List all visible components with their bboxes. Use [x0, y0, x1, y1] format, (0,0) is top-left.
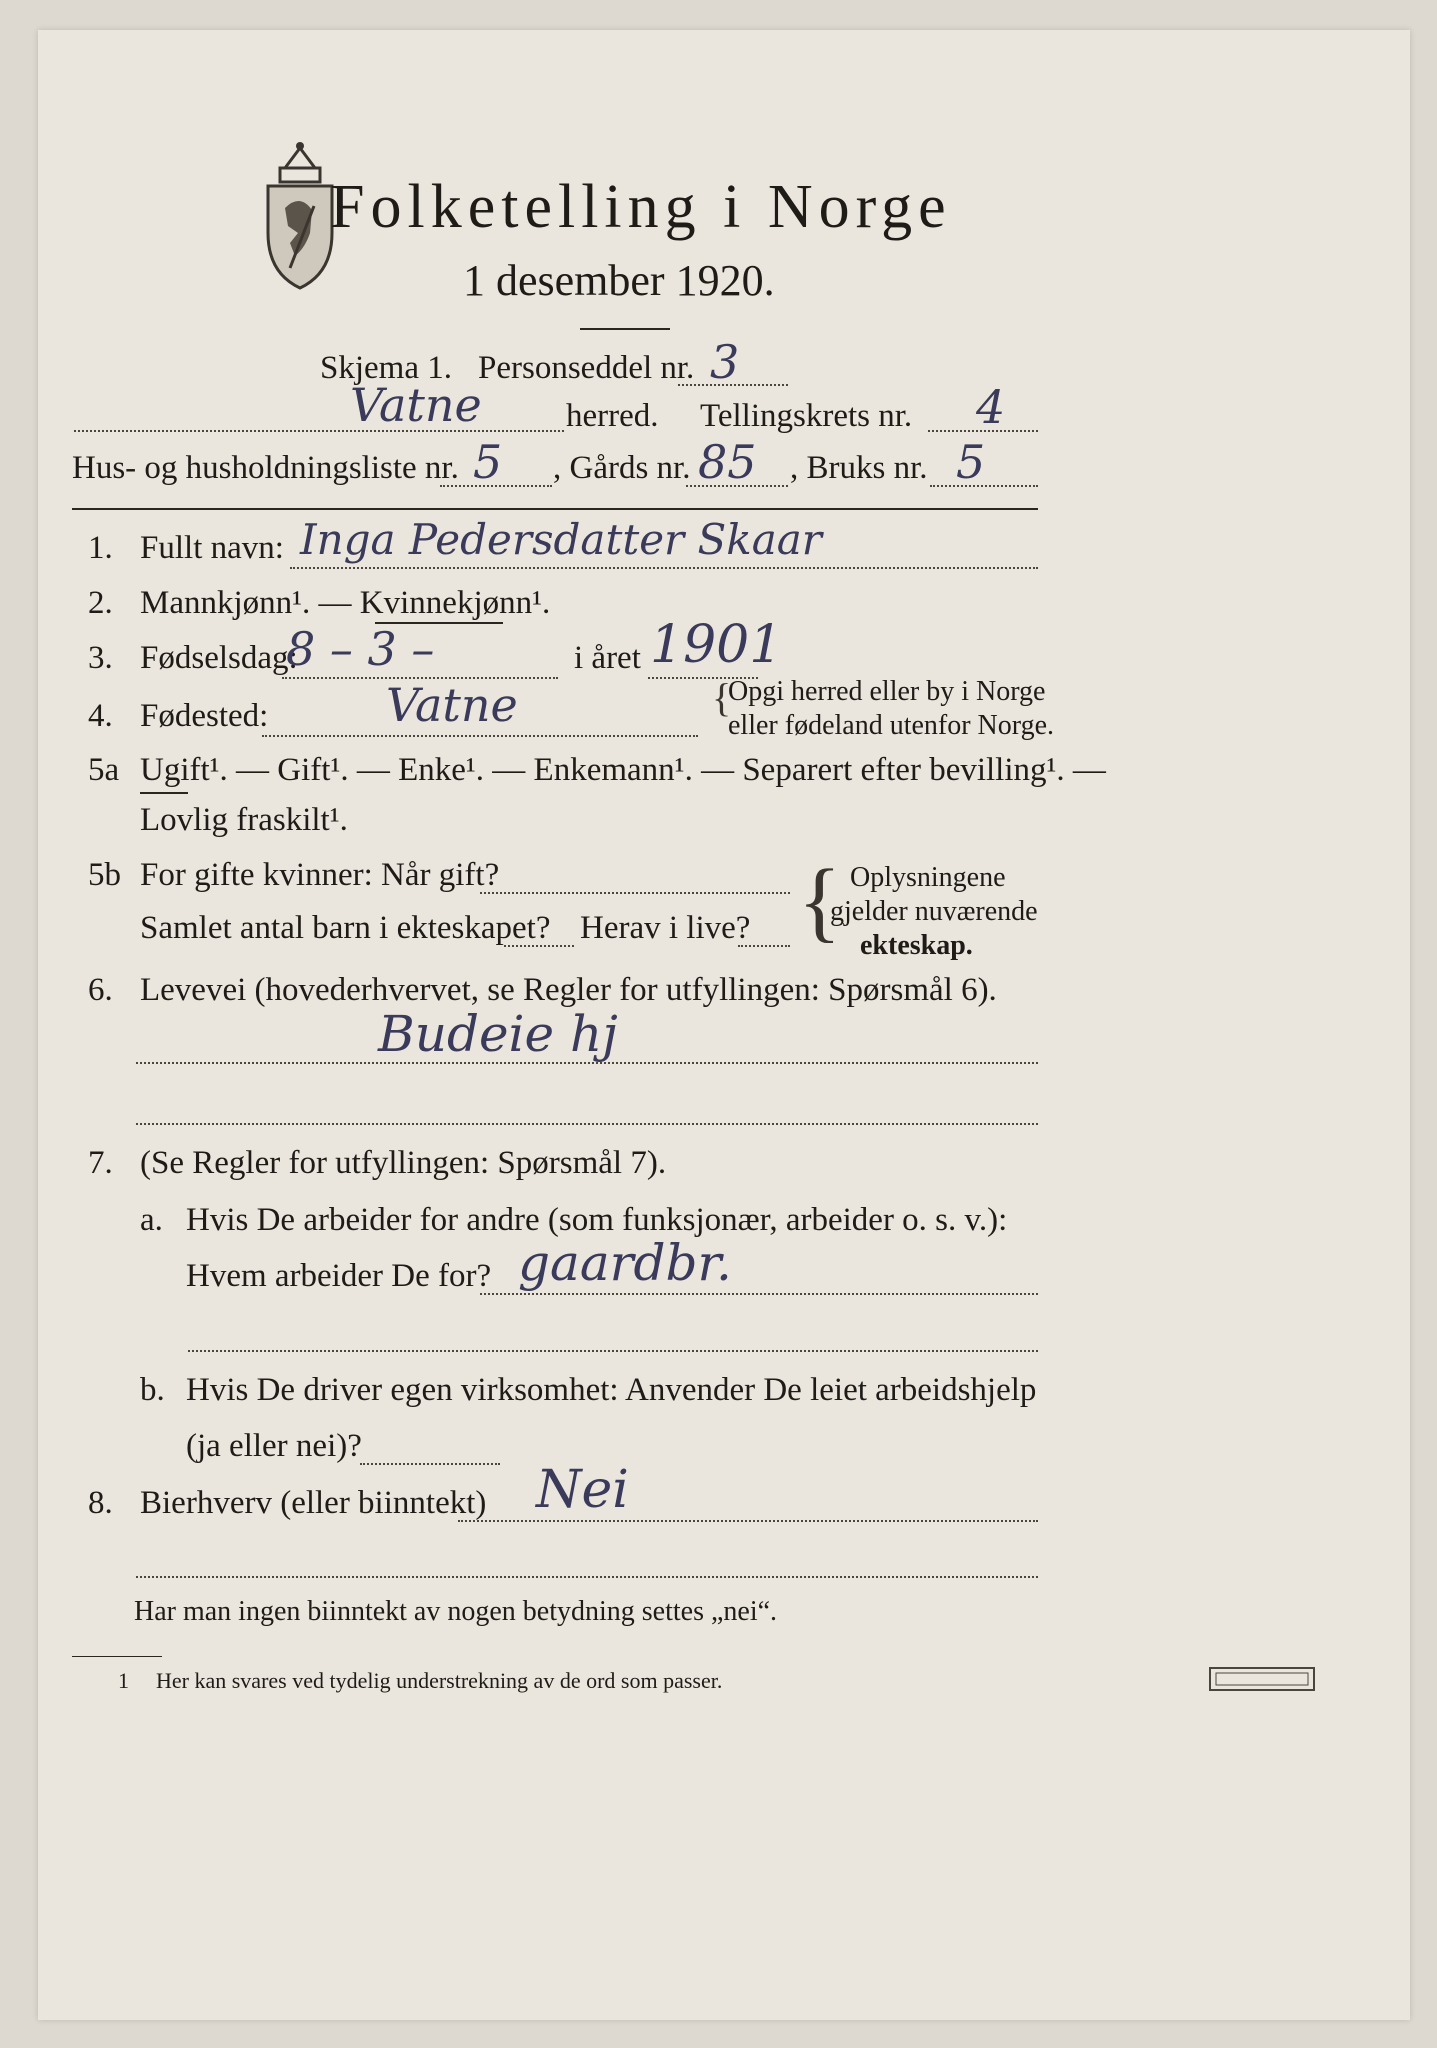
- q5b-label-2: Samlet antal barn i ekteskapet?: [140, 910, 551, 946]
- q5b-note-3: ekteskap.: [860, 930, 973, 961]
- q2-label: Mannkjønn¹. — Kvinnekjønn¹.: [140, 585, 551, 621]
- q3-label: Fødselsdag:: [140, 640, 298, 676]
- q5b-number: 5b: [88, 857, 121, 893]
- q5b-label-1: For gifte kvinner: Når gift?: [140, 857, 500, 893]
- q5a-label-2: Lovlig fraskilt¹.: [140, 802, 348, 838]
- employer-value[interactable]: gaardbr.: [518, 1234, 732, 1292]
- q1-number: 1.: [88, 530, 113, 566]
- q7b-label-2: (ja eller nei)?: [186, 1428, 362, 1464]
- census-form: [38, 30, 1410, 2020]
- q5b-brace-icon: {: [798, 852, 842, 951]
- footnote-mark: 1: [118, 1668, 129, 1693]
- q1-label: Fullt navn:: [140, 530, 284, 566]
- q7-label: (Se Regler for utfyllingen: Spørsmål 7).: [140, 1145, 667, 1181]
- bruks-value[interactable]: 5: [956, 435, 986, 489]
- q4-note-2: eller fødeland utenfor Norge.: [728, 710, 1055, 741]
- gards-label: , Gårds nr.: [553, 450, 691, 486]
- hus-label: Hus- og husholdningsliste nr.: [72, 450, 459, 486]
- q7b-label: Hvis De driver egen virksomhet: Anvender De leiet arbeidshjelp: [186, 1372, 1037, 1408]
- q5b-label-3: Herav i live?: [580, 910, 751, 946]
- gards-value[interactable]: 85: [698, 435, 757, 489]
- q3-year-label: i året: [574, 640, 641, 676]
- q4-brace-icon: {: [712, 675, 732, 720]
- q5a-label: Ugift¹. — Gift¹. — Enke¹. — Enkemann¹. — Separert efter bevilling¹. —: [140, 752, 1106, 788]
- printer-stamp-icon: [1208, 1666, 1316, 1692]
- q5a-number: 5a: [88, 752, 120, 788]
- personseddel-value[interactable]: 3: [710, 335, 740, 389]
- birth-year-value[interactable]: 1901: [650, 615, 783, 675]
- bruks-label: , Bruks nr.: [790, 450, 928, 486]
- herred-value[interactable]: Vatne: [350, 378, 482, 432]
- herred-label: herred.: [566, 398, 659, 434]
- birth-date-value[interactable]: 8 – 3 –: [286, 622, 435, 676]
- footnote-text: Her kan svares ved tydelig understrekning av de ord som passer.: [156, 1668, 723, 1693]
- form-title: Folketelling i Norge: [330, 173, 952, 241]
- q5b-note-2: gjelder nuværende: [830, 896, 1038, 927]
- q4-label: Fødested:: [140, 698, 269, 734]
- footer-note: Har man ingen biinntekt av nogen betydning settes „nei“.: [134, 1596, 778, 1627]
- q7a-label: Hvis De arbeider for andre (som funksjonær, arbeider o. s. v.):: [186, 1202, 1008, 1238]
- q4-number: 4.: [88, 698, 113, 734]
- form-date: 1 desember 1920.: [463, 256, 775, 305]
- tellingskrets-label: Tellingskrets nr.: [700, 398, 913, 434]
- full-name-value[interactable]: Inga Pedersdatter Skaar: [300, 515, 822, 564]
- skjema-label: Skjema 1.: [320, 350, 452, 386]
- q6-number: 6.: [88, 972, 113, 1008]
- personseddel-label: Personseddel nr.: [478, 350, 695, 386]
- q7-number: 7.: [88, 1145, 113, 1181]
- q7b-number: b.: [140, 1372, 165, 1408]
- side-income-value[interactable]: Nei: [536, 1460, 629, 1520]
- q7a-label-2: Hvem arbeider De for?: [186, 1258, 492, 1294]
- norway-coat-of-arms-icon: [260, 138, 340, 293]
- q4-note-1: Opgi herred eller by i Norge: [728, 676, 1046, 707]
- tellingskrets-value[interactable]: 4: [976, 380, 1006, 434]
- q8-label: Bierhverv (eller biinntekt): [140, 1485, 487, 1521]
- q7a-number: a.: [140, 1202, 163, 1238]
- birthplace-value[interactable]: Vatne: [386, 678, 518, 732]
- q3-number: 3.: [88, 640, 113, 676]
- q2-number: 2.: [88, 585, 113, 621]
- q6-label: Levevei (hovederhvervet, se Regler for utfyllingen: Spørsmål 6).: [140, 972, 997, 1008]
- q5b-note-1: Oplysningene: [850, 862, 1006, 893]
- occupation-value[interactable]: Budeie hj: [378, 1005, 618, 1063]
- q8-number: 8.: [88, 1485, 113, 1521]
- hus-value[interactable]: 5: [473, 435, 503, 489]
